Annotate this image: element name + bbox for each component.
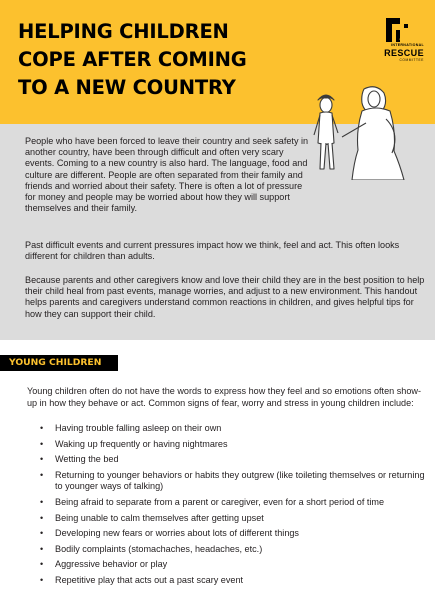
list-item: • Being unable to calm themselves after getting upset (40, 513, 430, 525)
list-item: • Repetitive play that acts out a past scary event (40, 575, 430, 587)
title-line: TO A NEW COUNTRY (18, 76, 236, 99)
title-line: HELPING CHILDREN (18, 20, 229, 43)
list-item: • Aggressive behavior or play (40, 559, 430, 571)
intro-paragraph: Past difficult events and current pressures impact how we think, feel and act. This often looks different for children than adults. (25, 240, 400, 262)
title-line: COPE AFTER COMING (18, 48, 247, 71)
logo-line-2: RESCUE (384, 47, 424, 58)
signs-list (40, 423, 430, 591)
logo-line-3: COMMITTEE (399, 57, 424, 62)
irc-logo-wordmark (372, 44, 424, 62)
list-item: • Waking up frequently or having nightmares (40, 439, 430, 451)
list-item: • Wetting the bed (40, 454, 430, 466)
intro-paragraph: People who have been forced to leave their country and seek safety in another country, have been through difficult and often very scary events. Coming to a new country is also hard. The language, food and culture are different. People are often separated from their family and friends and worried about their safety. There is often a lot of pressure for money and people may be worried about how they will support themselves and their family. (25, 136, 309, 214)
list-item: • Developing new fears or worries about lots of different things (40, 528, 430, 540)
logo-line-1: INTERNATIONAL (391, 43, 424, 47)
list-item: • Bodily complaints (stomachaches, headaches, etc.) (40, 544, 430, 556)
page-title (18, 18, 247, 102)
section-intro-text: Young children often do not have the words to express how they feel and so emotions often show-up in how they behave or act. Common signs of fear, worry and stress in young children include: (27, 386, 421, 408)
section-heading-young-children: YOUNG CHILDREN (0, 355, 118, 371)
list-item: • Returning to younger behaviors or habits they outgrew (like toileting themselves or returning to younger ways of talking) (40, 470, 430, 493)
list-item: • Having trouble falling asleep on their own (40, 423, 430, 435)
parent-and-child-illustration (302, 83, 414, 180)
list-item: • Being afraid to separate from a parent or caregiver, even for a short period of time (40, 497, 430, 509)
intro-paragraph: Because parents and other caregivers know and love their child they are in the best position to help their child heal from past events, manage worries, and adjust to a new environment. This handout helps parents and caregivers understand common reactions in children, and gives helpful tips for how they can support their child. (25, 275, 425, 319)
